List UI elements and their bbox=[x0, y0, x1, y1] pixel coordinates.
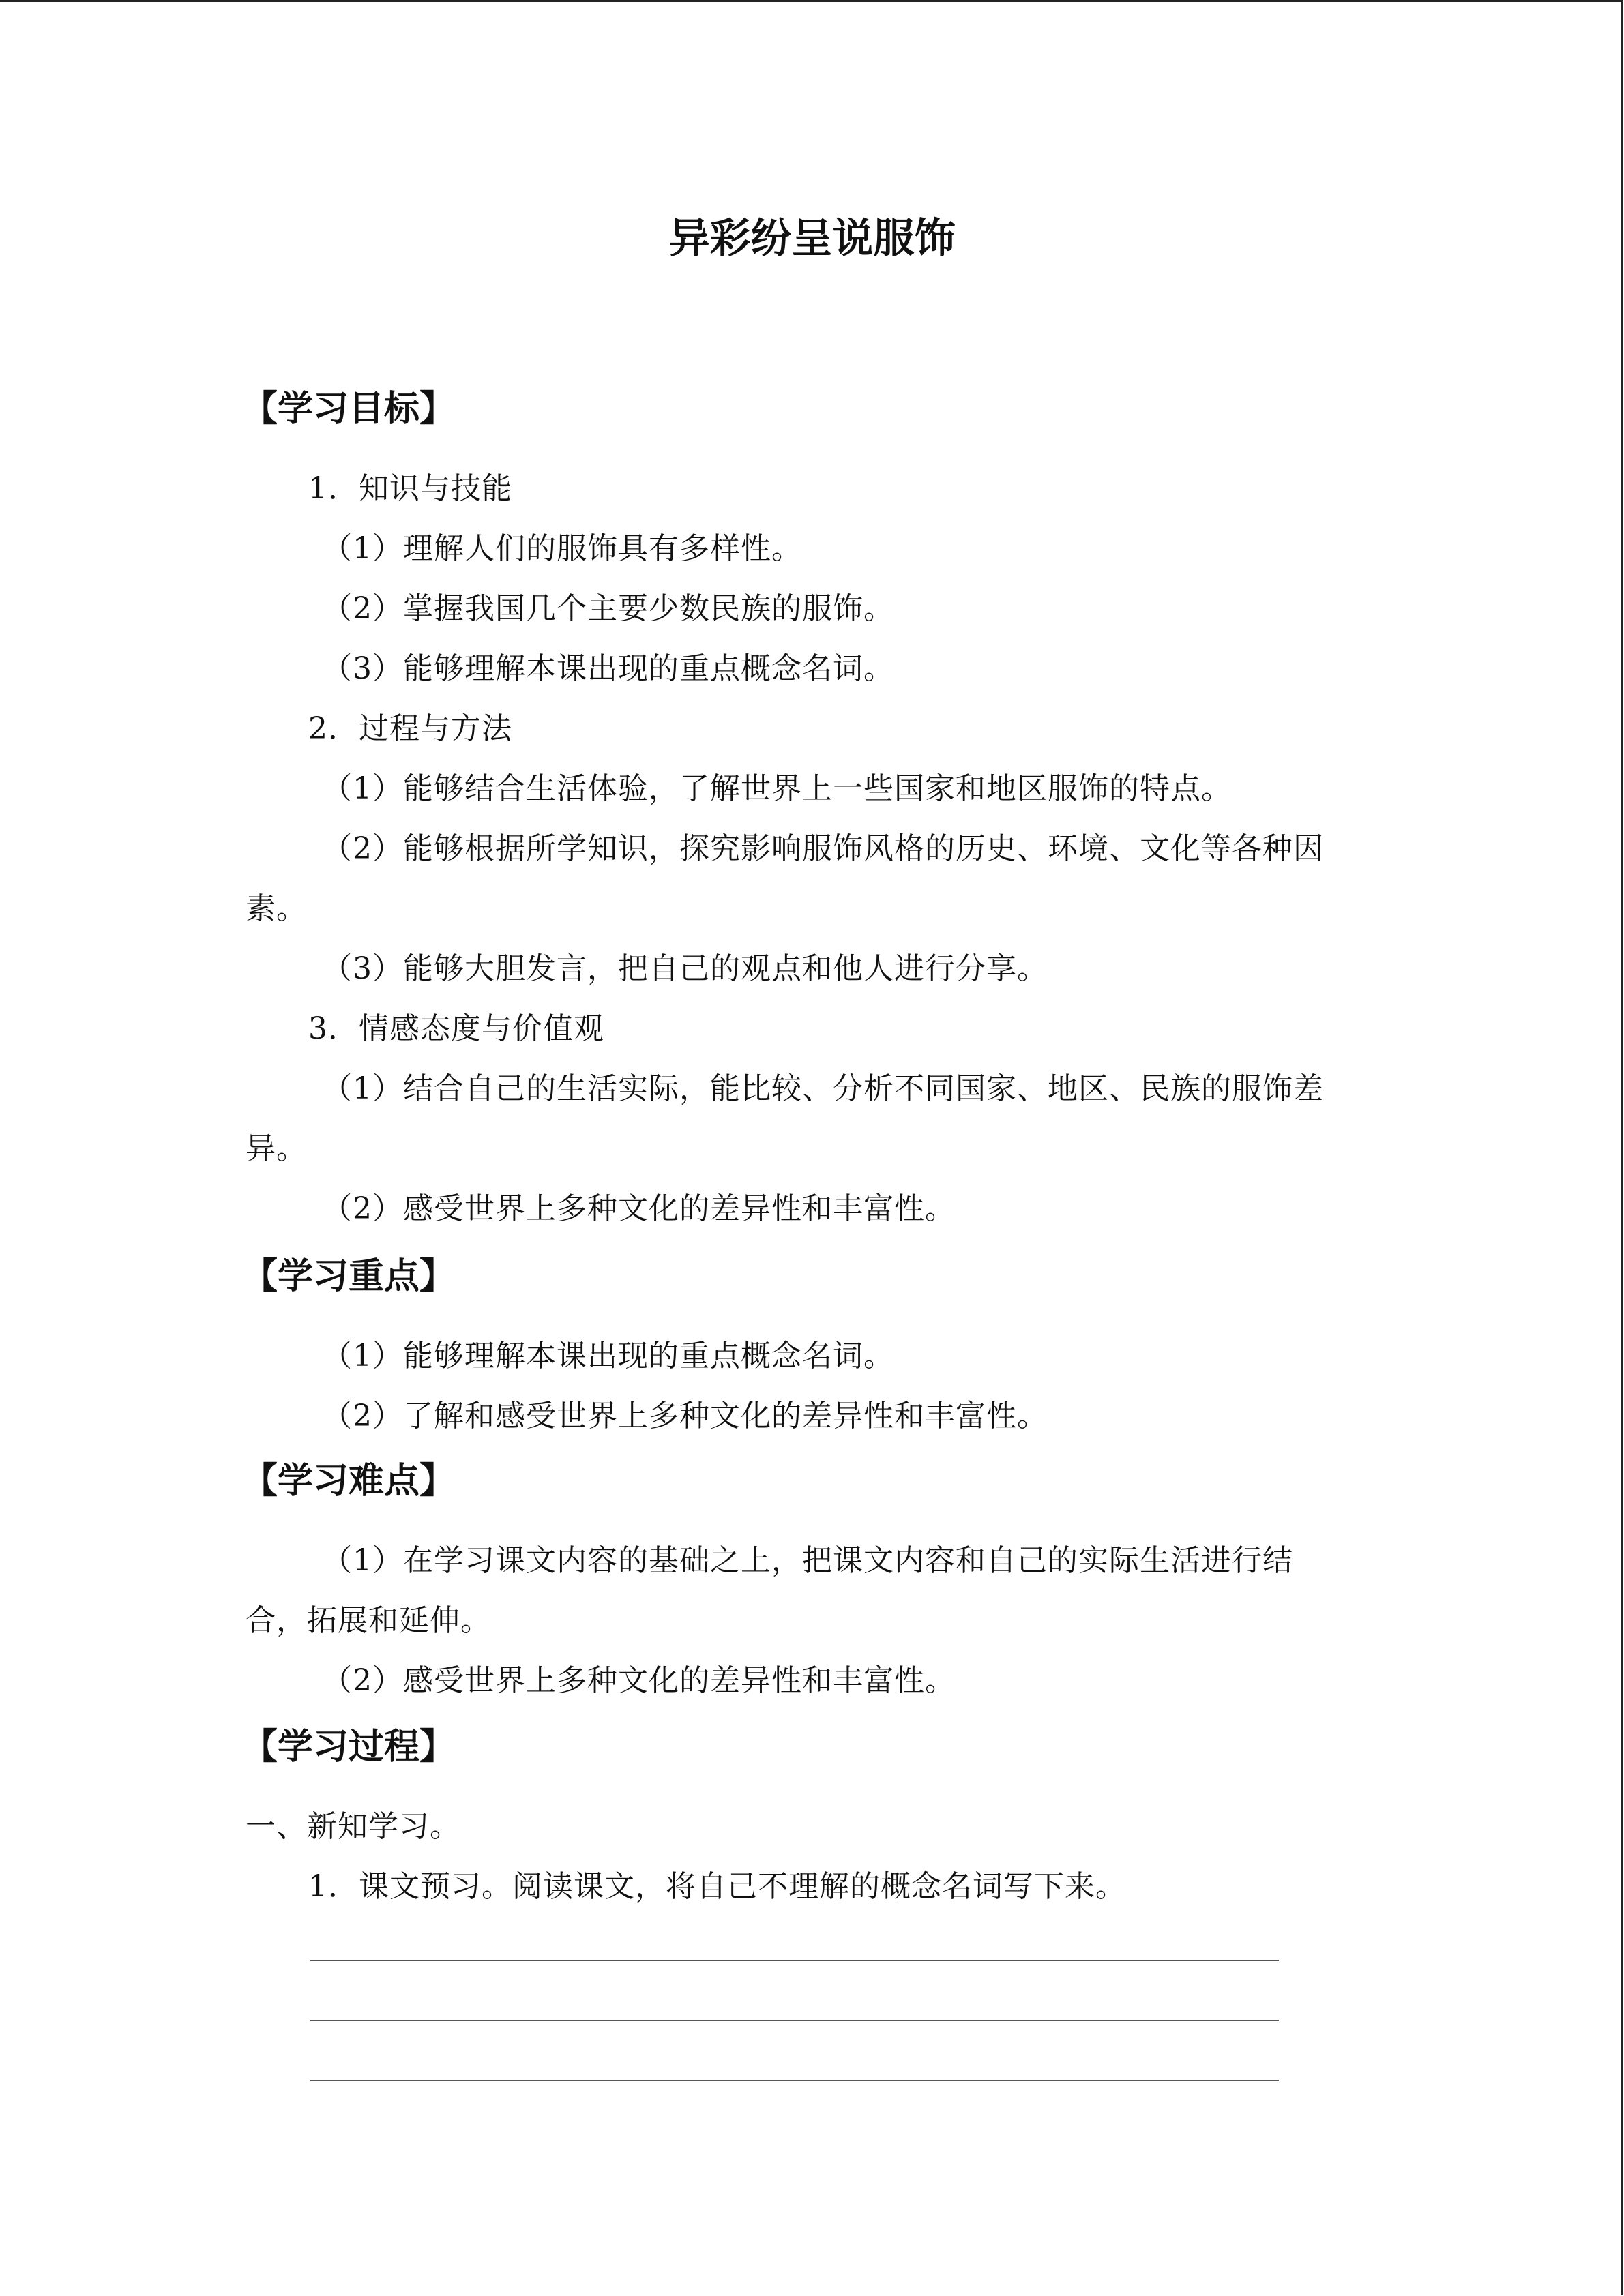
page-title: 异彩纷呈说服饰 bbox=[668, 215, 956, 263]
objectives-sub1-item-2: （2）掌握我国几个主要少数民族的服饰。 bbox=[322, 591, 894, 626]
heading-objectives: 【学习目标】 bbox=[242, 389, 456, 430]
difficulties-item-1-cont: 合，拓展和延伸。 bbox=[246, 1603, 491, 1638]
heading-key-points: 【学习重点】 bbox=[242, 1256, 456, 1297]
objectives-sub3: 3．情感态度与价值观 bbox=[308, 1011, 604, 1046]
difficulties-item-2: （2）感受世界上多种文化的差异性和丰富性。 bbox=[322, 1663, 956, 1698]
objectives-sub2: 2．过程与方法 bbox=[308, 711, 512, 746]
answer-line-1[interactable] bbox=[310, 1960, 1279, 1961]
objectives-sub3-item-2: （2）感受世界上多种文化的差异性和丰富性。 bbox=[322, 1191, 956, 1226]
difficulties-item-1: （1）在学习课文内容的基础之上，把课文内容和自己的实际生活进行结 bbox=[322, 1543, 1293, 1578]
objectives-sub1: 1．知识与技能 bbox=[308, 471, 512, 506]
objectives-sub2-item-2: （2）能够根据所学知识，探究影响服饰风格的历史、环境、文化等各种因 bbox=[322, 831, 1324, 866]
objectives-sub2-item-1: （1）能够结合生活体验，了解世界上一些国家和地区服饰的特点。 bbox=[322, 771, 1232, 806]
answer-line-2[interactable] bbox=[310, 2020, 1279, 2021]
heading-process: 【学习过程】 bbox=[242, 1727, 456, 1768]
answer-line-3[interactable] bbox=[310, 2080, 1279, 2081]
objectives-sub1-item-1: （1）理解人们的服饰具有多样性。 bbox=[322, 531, 802, 566]
key-points-item-2: （2）了解和感受世界上多种文化的差异性和丰富性。 bbox=[322, 1399, 1048, 1433]
process-part-1: 一、新知学习。 bbox=[246, 1809, 460, 1844]
objectives-sub2-item-3: （3）能够大胆发言，把自己的观点和他人进行分享。 bbox=[322, 951, 1048, 986]
objectives-sub3-item-1: （1）结合自己的生活实际，能比较、分析不同国家、地区、民族的服饰差 bbox=[322, 1071, 1324, 1106]
heading-difficulties: 【学习难点】 bbox=[242, 1461, 456, 1502]
objectives-sub3-item-1-cont: 异。 bbox=[246, 1131, 307, 1166]
key-points-item-1: （1）能够理解本课出现的重点概念名词。 bbox=[322, 1339, 894, 1373]
objectives-sub2-item-2-cont: 素。 bbox=[246, 891, 307, 926]
process-task-1: 1．课文预习。阅读课文，将自己不理解的概念名词写下来。 bbox=[308, 1869, 1126, 1904]
objectives-sub1-item-3: （3）能够理解本课出现的重点概念名词。 bbox=[322, 651, 894, 686]
